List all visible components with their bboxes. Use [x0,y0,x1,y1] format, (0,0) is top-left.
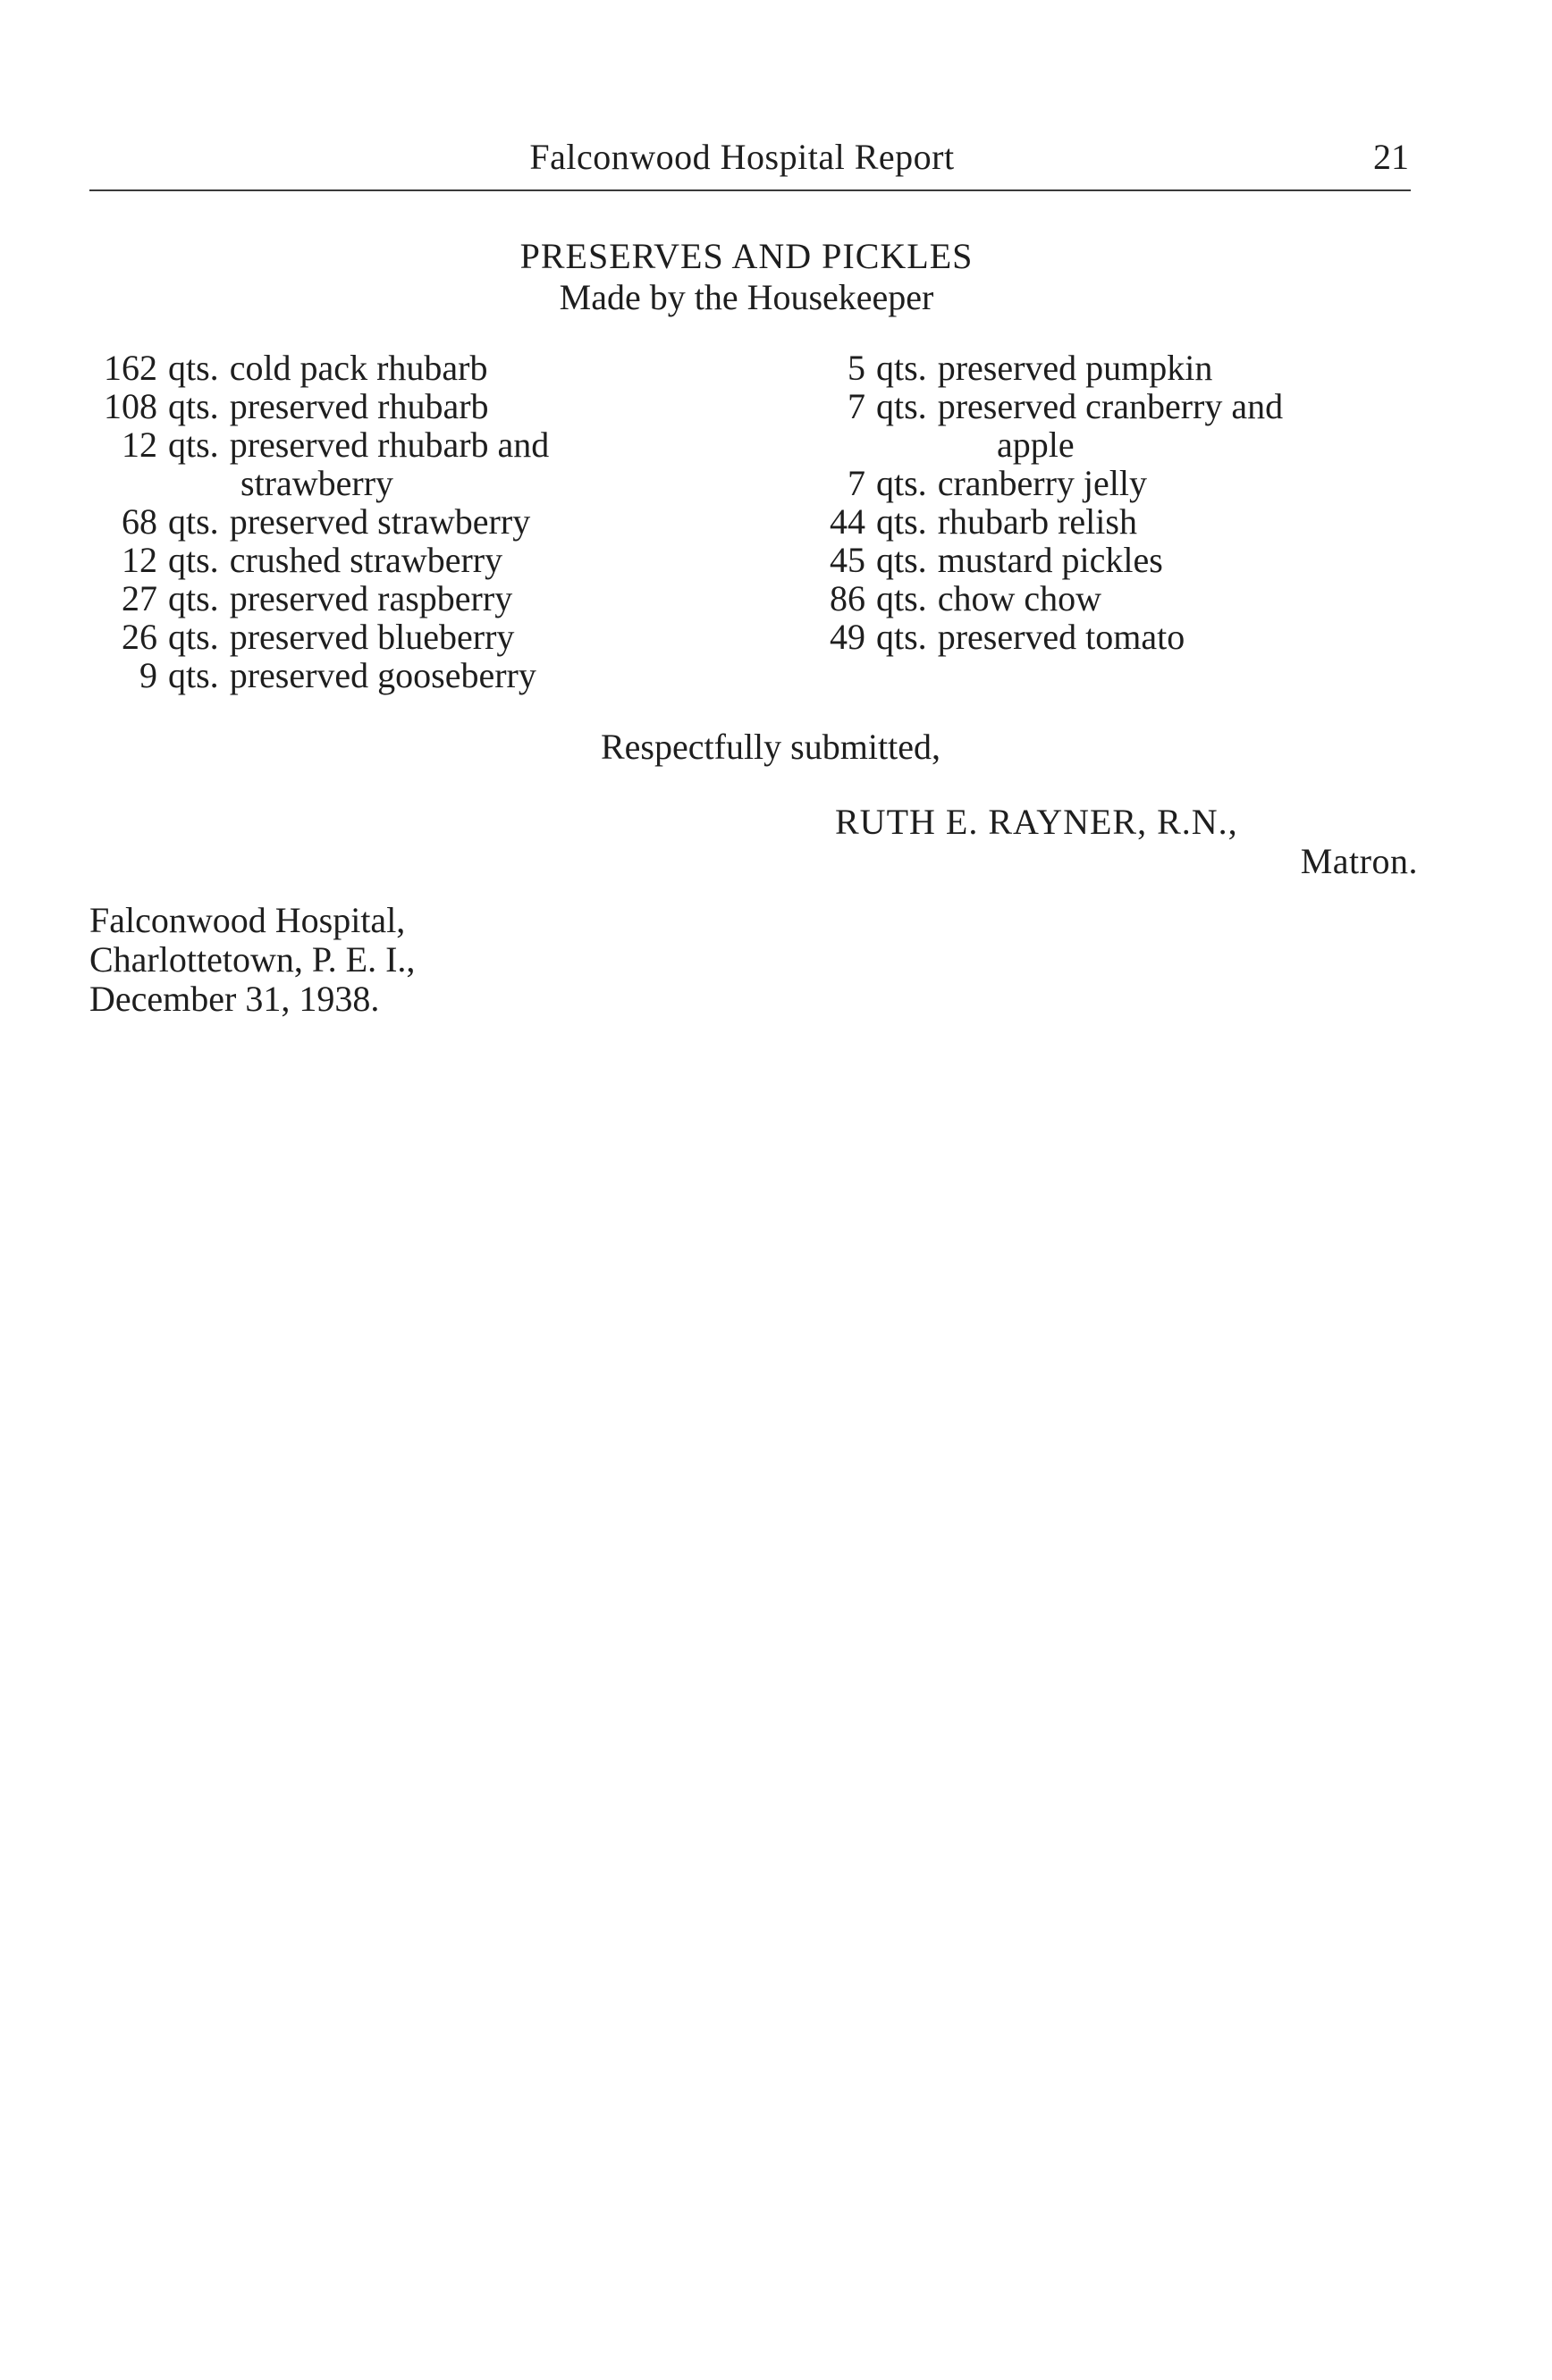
list-item [86,387,658,425]
item-description: rhubarb relish [937,501,1137,542]
page-number: 21 [1373,137,1409,177]
item-description: preserved raspberry [229,578,513,618]
section-subtitle: Made by the Housekeeper [559,277,934,317]
address-line: Charlottetown, P. E. I., [89,939,416,980]
signer-name: RUTH E. RAYNER, R.N., [835,802,1238,842]
closing-line: Respectfully submitted, [601,727,940,767]
list-item [86,541,658,579]
item-description: preserved pumpkin [937,348,1213,388]
list-item [86,618,658,656]
item-description: preserved rhubarb and [229,425,550,465]
right-items-list [805,349,1430,656]
list-item [805,618,1430,656]
item-quantity: 7 [848,386,865,426]
item-unit: qts. [876,386,927,426]
item-unit: qts. [168,386,219,426]
item-quantity: 26 [122,617,157,657]
signer-title: Matron. [1300,841,1418,881]
item-description: preserved blueberry [229,617,515,657]
item-description: preserved strawberry [229,501,531,542]
item-quantity: 49 [830,617,865,657]
list-item [805,502,1430,541]
list-item [805,579,1430,618]
item-quantity: 7 [848,463,865,503]
item-description: preserved tomato [937,617,1185,657]
item-description: cranberry jelly [937,463,1148,503]
item-quantity: 27 [122,578,157,618]
list-item [86,656,658,694]
item-unit: qts. [168,578,219,618]
item-unit: qts. [168,501,219,542]
item-quantity: 12 [122,540,157,580]
item-quantity: 44 [830,501,865,542]
item-quantity: 45 [830,540,865,580]
item-quantity: 9 [139,655,157,695]
list-item [86,349,658,387]
item-description-continuation: strawberry [240,463,394,503]
item-unit: qts. [876,463,927,503]
list-item [86,425,658,464]
list-item [86,579,658,618]
item-unit: qts. [876,540,927,580]
address-line: Falconwood Hospital, [89,900,406,940]
item-description: preserved cranberry and [937,386,1284,426]
list-item [805,349,1430,387]
item-unit: qts. [876,348,927,388]
left-items-list [86,349,658,694]
item-quantity: 162 [104,348,157,388]
item-unit: qts. [168,540,219,580]
item-description: chow chow [937,578,1101,618]
section-title: PRESERVES AND PICKLES [519,236,974,276]
item-unit: qts. [876,617,927,657]
list-item [805,387,1430,425]
item-unit: qts. [168,655,219,695]
item-quantity: 5 [848,348,865,388]
header-rule [89,189,1411,191]
item-description: cold pack rhubarb [229,348,488,388]
item-unit: qts. [168,348,219,388]
item-quantity: 12 [122,425,157,465]
item-description: mustard pickles [937,540,1163,580]
item-unit: qts. [168,617,219,657]
item-unit: qts. [876,578,927,618]
item-unit: qts. [168,425,219,465]
item-description: crushed strawberry [229,540,503,580]
running-header-title: Falconwood Hospital Report [529,137,955,177]
item-description-continuation: apple [997,425,1075,465]
address-block [89,901,415,1019]
list-item [805,464,1430,502]
list-item [86,502,658,541]
list-item [805,541,1430,579]
address-date: December 31, 1938. [89,979,380,1019]
item-description: preserved rhubarb [229,386,489,426]
item-quantity: 108 [104,386,157,426]
item-quantity: 68 [122,501,157,542]
item-quantity: 86 [830,578,865,618]
item-description: preserved gooseberry [229,655,536,695]
item-unit: qts. [876,501,927,542]
